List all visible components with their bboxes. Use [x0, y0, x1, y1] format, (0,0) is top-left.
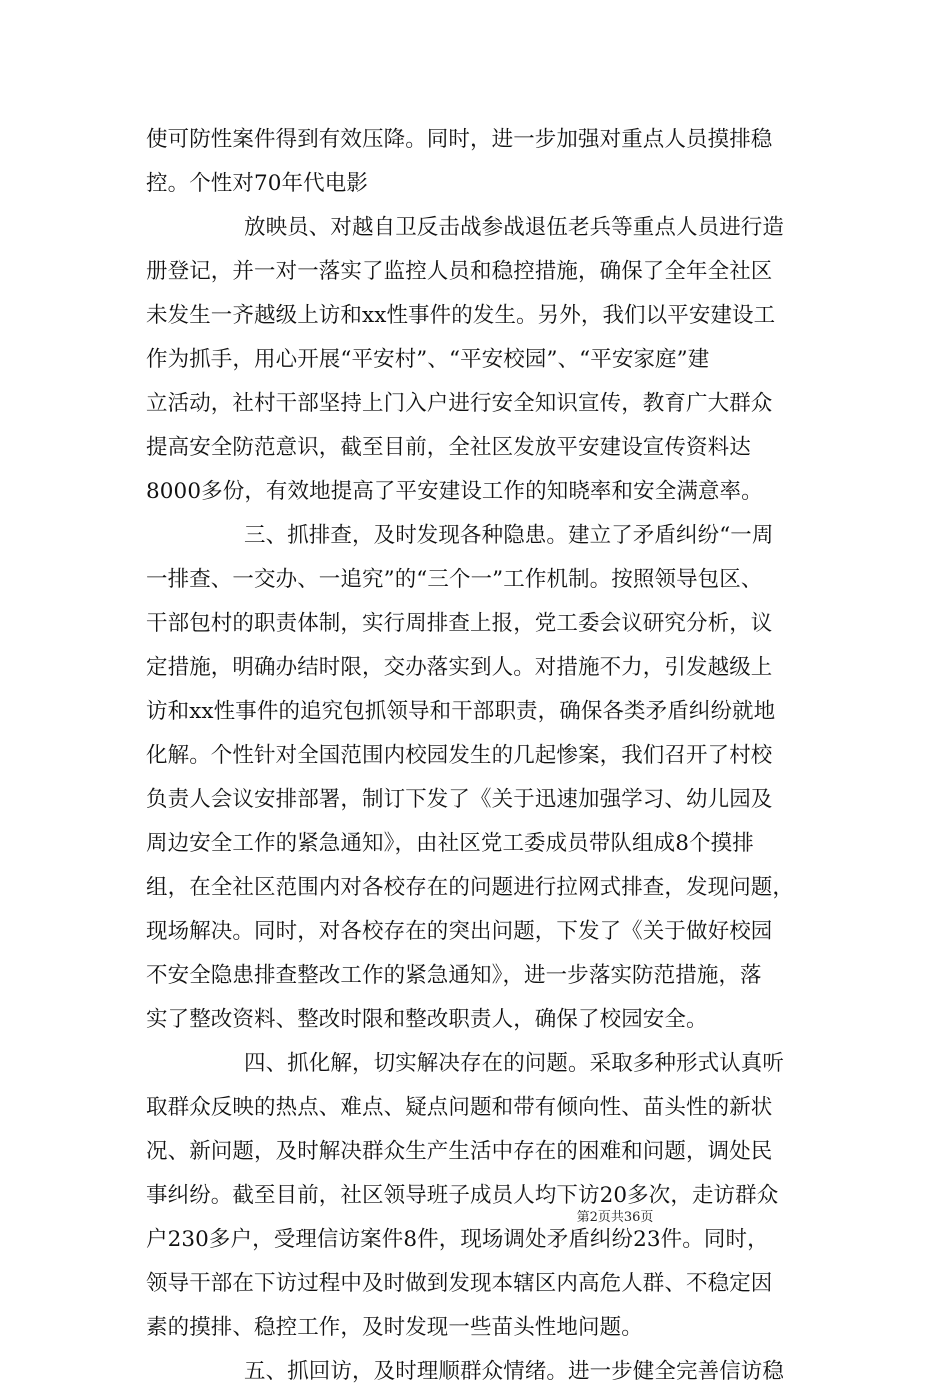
text-line: 素的摸排、稳控工作，及时发现一些苗头性地问题。 — [146, 1315, 643, 1340]
text-line: 册登记，并一对一落实了监控人员和稳控措施，确保了全年全社区 — [146, 259, 773, 284]
text-line: 现场解决。同时，对各校存在的突出问题，下发了《关于做好校园 — [146, 919, 773, 944]
text-line: 放映员、对越自卫反击战参战退伍老兵等重点人员进行造 — [244, 215, 785, 240]
text-line: 未发生一齐越级上访和xx性事件的发生。另外，我们以平安建设工 — [146, 303, 776, 328]
text-line: 定措施，明确办结时限，交办落实到人。对措施不力，引发越级上 — [146, 655, 773, 680]
text-line: 实了整改资料、整改时限和整改职责人，确保了校园安全。 — [146, 1007, 708, 1032]
text-line: 访和xx性事件的追究包抓领导和干部职责，确保各类矛盾纠纷就地 — [146, 699, 776, 724]
text-line: 况、新问题，及时解决群众生产生活中存在的困难和问题，调处民 — [146, 1139, 773, 1164]
text-line: 控。个性对70年代电影 — [146, 171, 368, 196]
text-line: 不安全隐患排查整改工作的紧急通知》，进一步落实防范措施，落 — [146, 963, 762, 988]
text-line: 户230多户，受理信访案件8件，现场调处矛盾纠纷23件。同时， — [146, 1227, 769, 1252]
section-heading-line: 五、抓回访，及时理顺群众情绪。进一步健全完善信访稳 — [244, 1359, 785, 1384]
text-line: 组，在全社区范围内对各校存在的问题进行拉网式排查，发现问题， — [146, 875, 795, 900]
text-line: 提高安全防范意识，截至目前，全社区发放平安建设宣传资料达 — [146, 435, 751, 460]
text-line: 取群众反映的热点、难点、疑点问题和带有倾向性、苗头性的新状 — [146, 1095, 773, 1120]
text-line: 立活动，社村干部坚持上门入户进行安全知识宣传，教育广大群众 — [146, 391, 773, 416]
text-line: 负责人会议安排部署，制订下发了《关于迅速加强学习、幼儿园及 — [146, 787, 773, 812]
text-line: 化解。个性针对全国范围内校园发生的几起惨案，我们召开了村校 — [146, 743, 773, 768]
text-line: 周边安全工作的紧急通知》，由社区党工委成员带队组成8个摸排 — [146, 831, 754, 856]
text-line: 作为抓手，用心开展“平安村”、“平安校园”、“平安家庭”建 — [146, 347, 710, 372]
text-line: 事纠纷。截至目前，社区领导班子成员人均下访20多次，走访群众 — [146, 1183, 779, 1208]
body-text — [146, 118, 826, 1394]
text-line: 8000多份，有效地提高了平安建设工作的知晓率和安全满意率。 — [146, 479, 763, 504]
text-line: 领导干部在下访过程中及时做到发现本辖区内高危人群、不稳定因 — [146, 1271, 773, 1296]
section-heading-line: 四、抓化解，切实解决存在的问题。采取多种形式认真听 — [244, 1051, 785, 1076]
page-number: 第2页共36页 — [576, 1210, 654, 1225]
text-line: 干部包村的职责体制，实行周排查上报，党工委会议研究分析，议 — [146, 611, 773, 636]
section-heading-line: 三、抓排查，及时发现各种隐患。建立了矛盾纠纷“一周 — [244, 523, 774, 548]
text-line: 一排查、一交办、一追究”的“三个一”工作机制。按照领导包区、 — [146, 567, 763, 592]
text-line: 使可防性案件得到有效压降。同时，进一步加强对重点人员摸排稳 — [146, 127, 773, 152]
